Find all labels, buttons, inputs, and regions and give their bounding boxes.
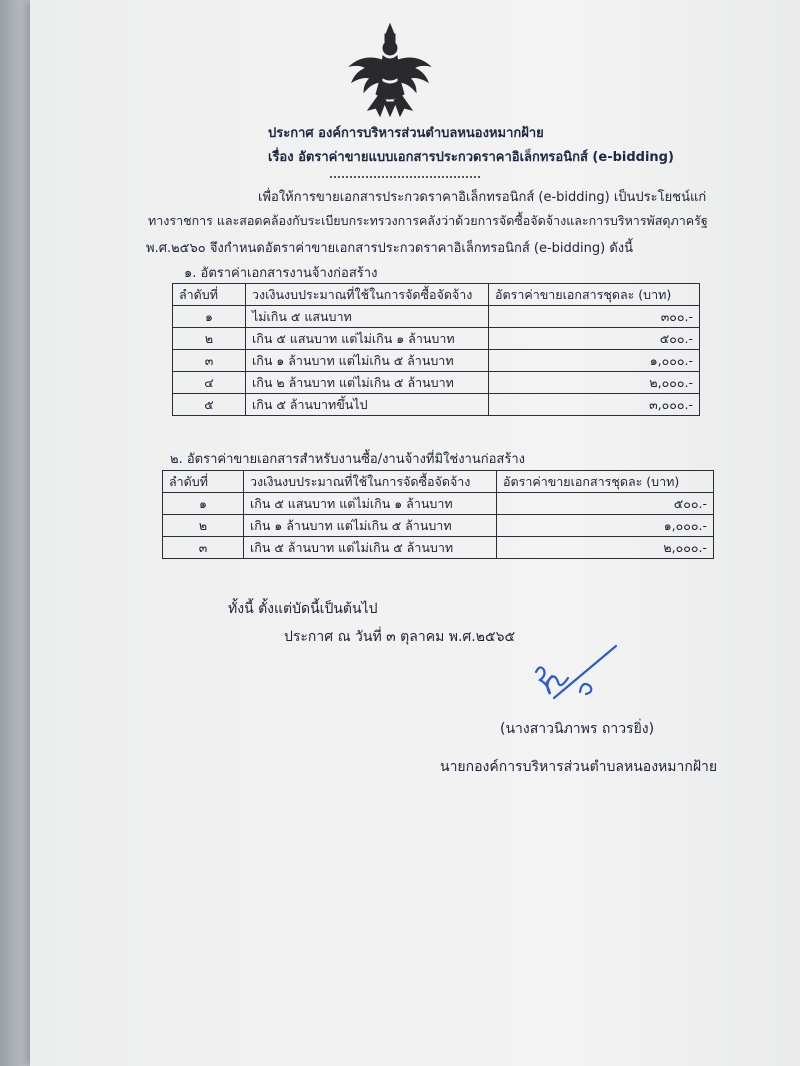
- column-header: วงเงินงบประมาณที่ใช้ในการจัดซื้อจัดจ้าง: [244, 471, 497, 493]
- signatory-position: นายกองค์การบริหารส่วนตำบลหนองหมากฝ้าย: [440, 759, 718, 775]
- budget-range: เกิน ๒ ล้านบาท แต่ไม่เกิน ๕ ล้านบาท: [246, 372, 489, 394]
- budget-range: เกิน ๕ แสนบาท แต่ไม่เกิน ๑ ล้านบาท: [246, 328, 489, 350]
- budget-range: เกิน ๑ ล้านบาท แต่ไม่เกิน ๕ ล้านบาท: [244, 515, 497, 537]
- row-number: ๓: [173, 350, 246, 372]
- row-number: ๓: [163, 537, 244, 559]
- budget-range: เกิน ๕ ล้านบาท แต่ไม่เกิน ๕ ล้านบาท: [244, 537, 497, 559]
- column-header: อัตราค่าขายเอกสารชุดละ (บาท): [497, 471, 714, 493]
- document-price: ๕๐๐.-: [489, 328, 700, 350]
- signature-icon: [520, 640, 630, 710]
- table-header-row: [163, 471, 714, 493]
- row-number: ๔: [173, 372, 246, 394]
- announcement-title: ประกาศ องค์การบริหารส่วนตำบลหนองหมากฝ้าย: [268, 126, 544, 141]
- budget-range: เกิน ๑ ล้านบาท แต่ไม่เกิน ๕ ล้านบาท: [246, 350, 489, 372]
- document-price: ๒,๐๐๐.-: [489, 372, 700, 394]
- table-row: [173, 350, 700, 372]
- garuda-emblem-icon: [344, 20, 436, 120]
- document-price: ๓,๐๐๐.-: [489, 394, 700, 416]
- document-price: ๑,๐๐๐.-: [497, 515, 714, 537]
- budget-range: เกิน ๕ ล้านบาทขึ้นไป: [246, 394, 489, 416]
- section1-title: ๑. อัตราค่าเอกสารงานจ้างก่อสร้าง: [184, 266, 378, 281]
- table-row: [173, 372, 700, 394]
- table-row: [163, 515, 714, 537]
- row-number: ๑: [163, 493, 244, 515]
- table-row: [163, 537, 714, 559]
- column-header: ลำดับที่: [163, 471, 244, 493]
- row-number: ๑: [173, 306, 246, 328]
- column-header: ลำดับที่: [173, 284, 246, 306]
- effective-statement: ทั้งนี้ ตั้งแต่บัดนี้เป็นต้นไป: [228, 601, 378, 617]
- section2-title: ๒. อัตราค่าขายเอกสารสำหรับงานซื้อ/งานจ้างที่มิใช่งานก่อสร้าง: [170, 452, 525, 467]
- signatory-name: (นางสาวนิภาพร ถาวรยิ่ง): [500, 721, 655, 737]
- table-row: [173, 328, 700, 350]
- document-price: ๓๐๐.-: [489, 306, 700, 328]
- table-header-row: [173, 284, 700, 306]
- column-header: อัตราค่าขายเอกสารชุดละ (บาท): [489, 284, 700, 306]
- budget-range: เกิน ๕ แสนบาท แต่ไม่เกิน ๑ ล้านบาท: [244, 493, 497, 515]
- column-header: วงเงินงบประมาณที่ใช้ในการจัดซื้อจัดจ้าง: [246, 284, 489, 306]
- table-row: [173, 394, 700, 416]
- title-separator: [330, 176, 480, 178]
- document-price: ๒,๐๐๐.-: [497, 537, 714, 559]
- document-price: ๕๐๐.-: [497, 493, 714, 515]
- row-number: ๒: [163, 515, 244, 537]
- intro-line-2: ทางราชการ และสอดคล้องกับระเบียบกระทรวงการคลังว่าด้วยการจัดซื้อจัดจ้างและการบริหารพัสดุภาครัฐ: [148, 213, 708, 228]
- announcement-date: ประกาศ ณ วันที่ ๓ ตุลาคม พ.ศ.๒๕๖๕: [284, 629, 516, 645]
- intro-line-1: เพื่อให้การขายเอกสารประกวดราคาอิเล็กทรอนิกส์ (e-bidding) เป็นประโยชน์แก่: [258, 190, 707, 205]
- document-price: ๑,๐๐๐.-: [489, 350, 700, 372]
- announcement-subject: เรื่อง อัตราค่าขายแบบเอกสารประกวดราคาอิเล็กทรอนิกส์ (e-bidding): [268, 150, 674, 165]
- intro-line-3: พ.ศ.๒๕๖๐ จึงกำหนดอัตราค่าขายเอกสารประกวดราคาอิเล็กทรอนิกส์ (e-bidding) ดังนี้: [146, 241, 634, 256]
- row-number: ๒: [173, 328, 246, 350]
- table-row: [173, 306, 700, 328]
- background-edge: [0, 0, 34, 1066]
- row-number: ๕: [173, 394, 246, 416]
- budget-range: ไม่เกิน ๕ แสนบาท: [246, 306, 489, 328]
- section1-table: [172, 283, 700, 416]
- section2-table: [162, 470, 714, 559]
- table-row: [163, 493, 714, 515]
